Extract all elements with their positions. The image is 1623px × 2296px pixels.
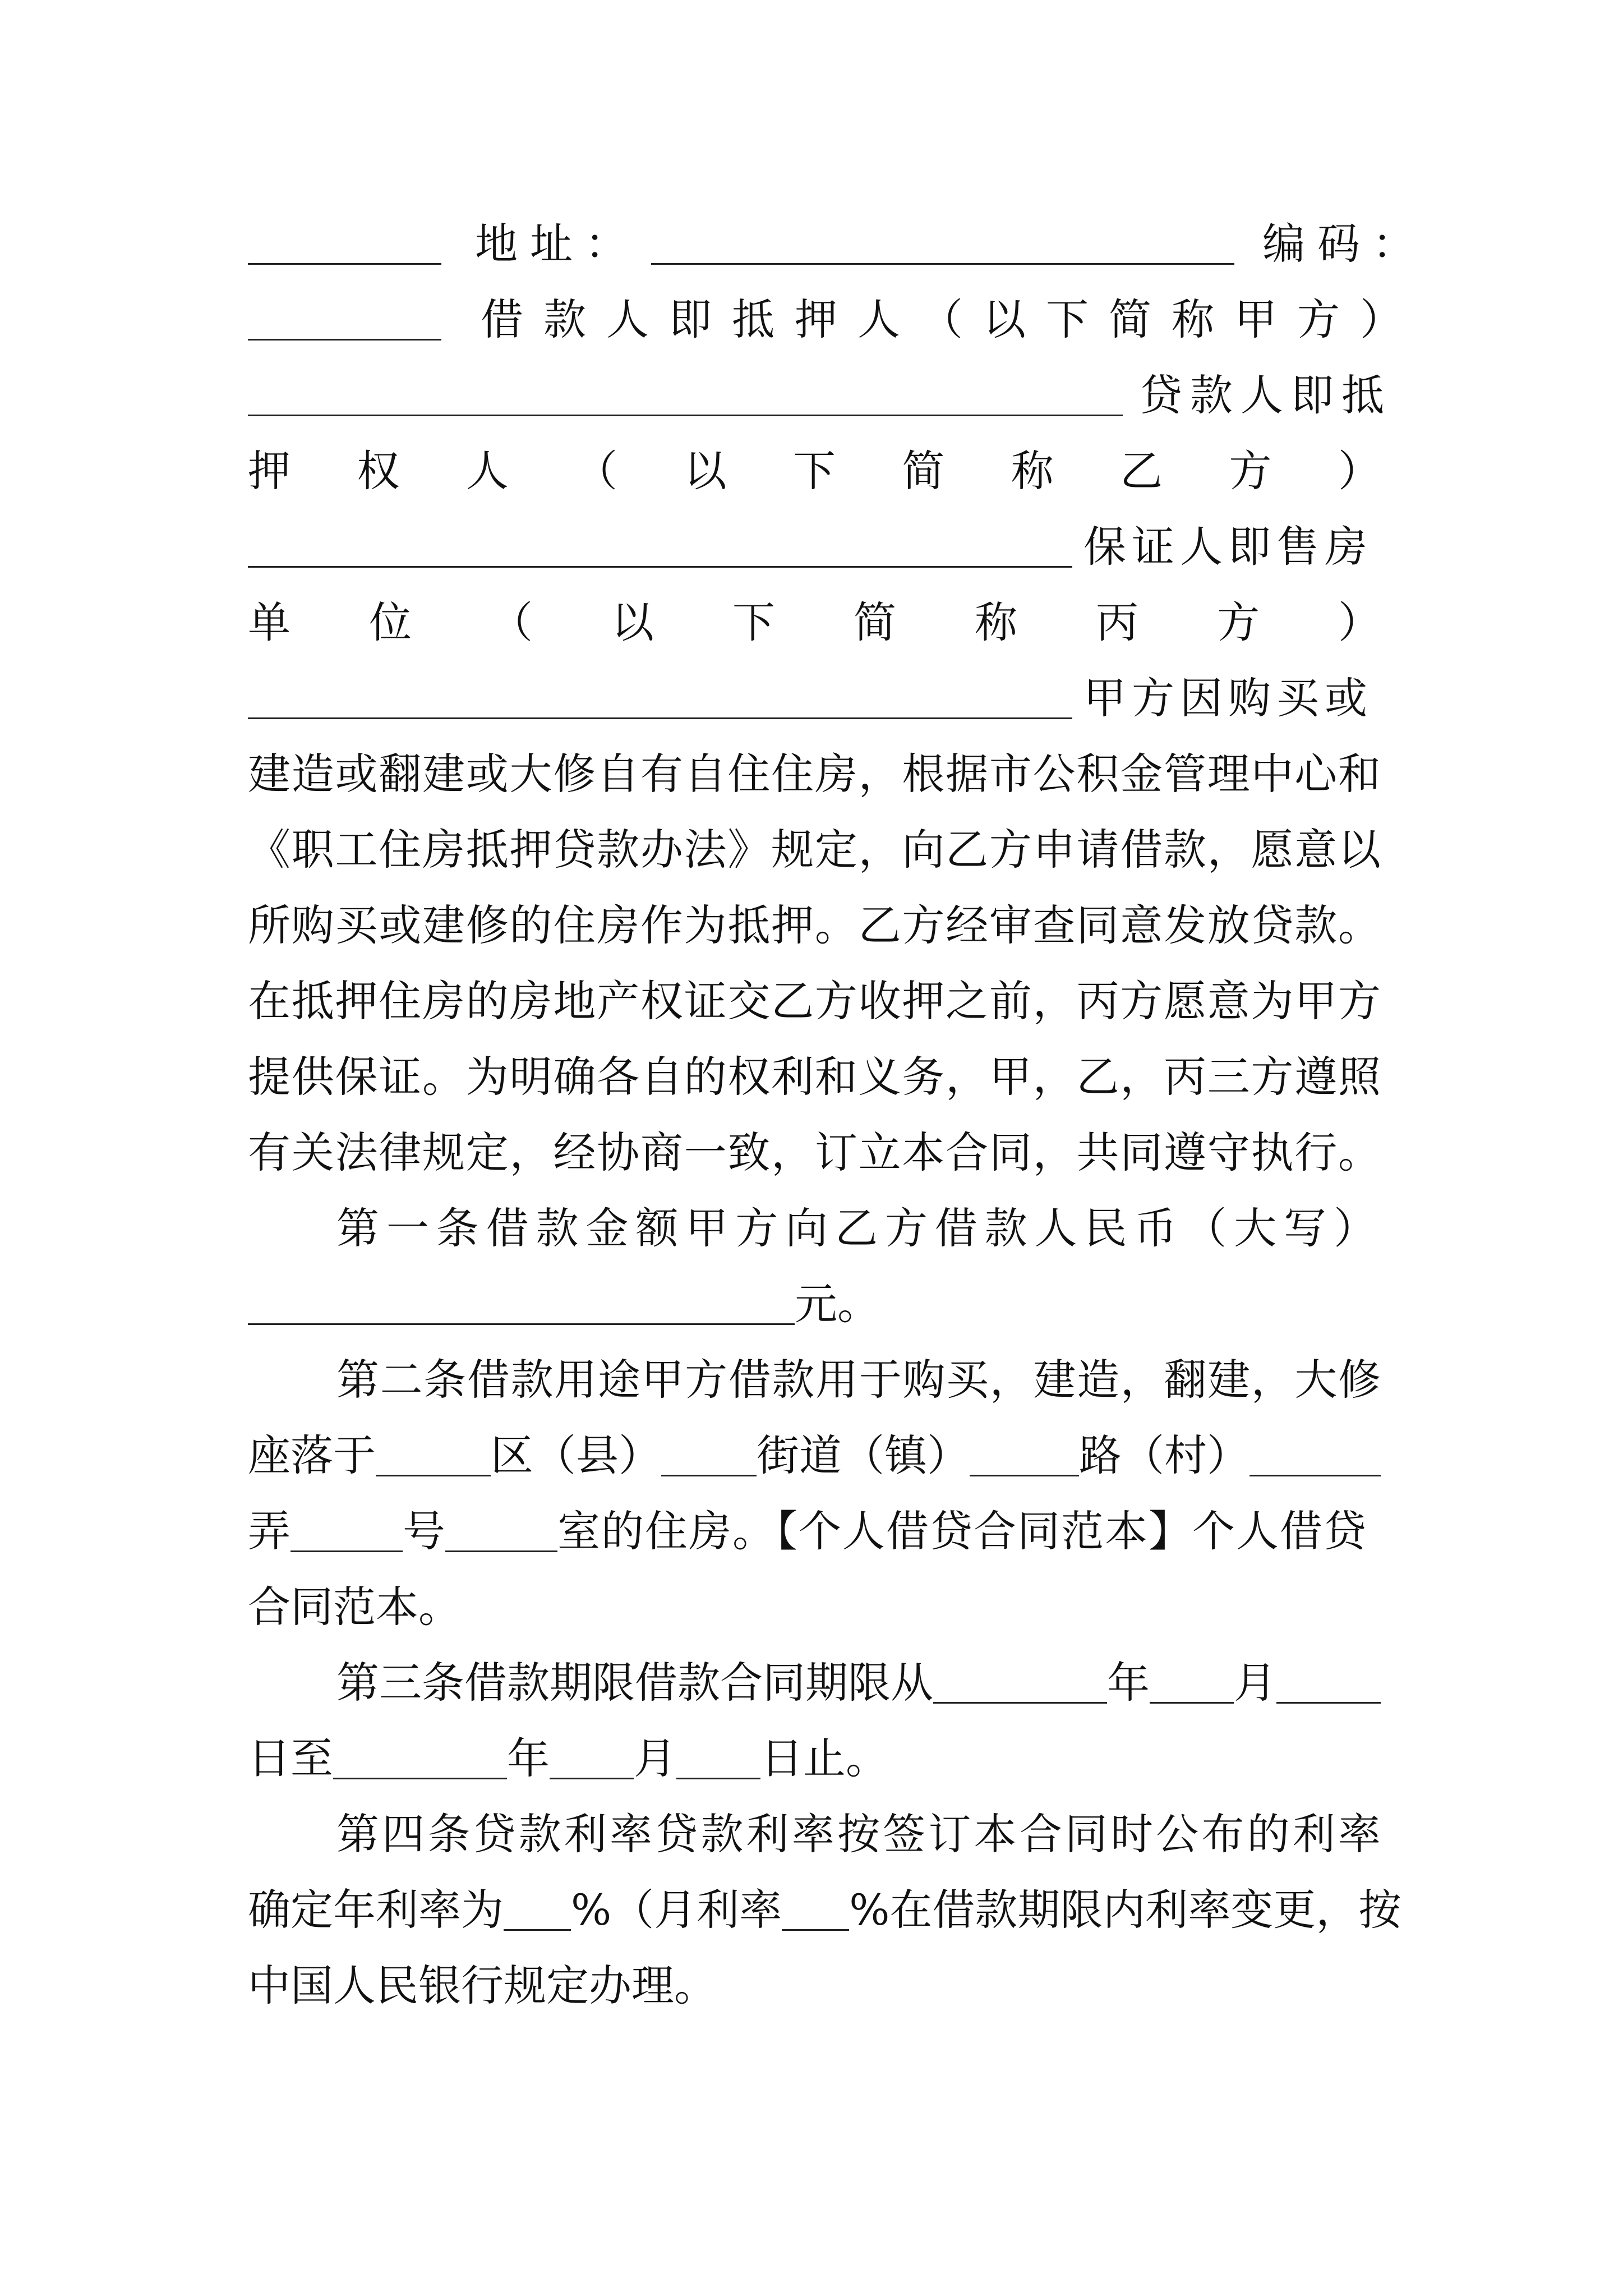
text-line: 中国人民银行规定办理。	[248, 1961, 717, 2010]
article-3-line	[248, 1652, 1381, 1714]
article-2-location	[248, 1425, 1381, 1487]
article-3-end-date	[248, 1728, 1381, 1789]
line-purpose-start	[248, 668, 1381, 729]
blank-field	[248, 300, 441, 341]
text-day-end: 日止。	[760, 1733, 888, 1783]
spread-char: （	[490, 597, 533, 647]
blank-field	[376, 1435, 491, 1476]
text-annual-rate: 确定年利率为	[248, 1885, 504, 1935]
line-borrower	[248, 289, 1423, 351]
text-located: 座落于	[248, 1430, 376, 1480]
spread-char: 押	[248, 446, 291, 496]
text-number: 号	[403, 1506, 445, 1556]
paragraph-line	[248, 970, 1381, 1032]
article-1-line	[248, 1198, 1381, 1259]
spread-char: （	[575, 446, 618, 496]
blank-field	[291, 1511, 403, 1552]
label-code: 编码：	[1262, 219, 1427, 269]
blank-field	[504, 1890, 571, 1931]
article-4-line	[248, 1803, 1381, 1865]
spread-char: ）	[1338, 597, 1381, 647]
line-guarantor	[248, 516, 1381, 578]
spread-char: 下	[792, 446, 836, 496]
spread-char: 乙	[1120, 446, 1163, 496]
text-article-4: 第四条贷款利率贷款利率按签订本合同时公布的利率	[336, 1809, 1381, 1859]
text-month: 月	[1234, 1658, 1276, 1708]
blank-field	[333, 1738, 507, 1779]
text-article-1: 第一条借款金额甲方向乙方借款人民币（大写）	[336, 1203, 1381, 1253]
text-line: 在抵押住房的房地产权证交乙方收押之前，丙方愿意为甲方	[248, 976, 1381, 1026]
spread-char: 丙	[1096, 597, 1138, 647]
blank-field	[248, 678, 1072, 719]
text-article-3: 第三条借款期限借款合同期限从	[336, 1658, 933, 1708]
text-article-2: 第二条借款用途甲方借款用于购买，建造，翻建，大修	[336, 1355, 1381, 1405]
blank-field	[248, 224, 441, 265]
text-road: 路（村）	[1079, 1430, 1249, 1480]
spread-char: 下	[732, 597, 775, 647]
text-line: 所购买或建修的住房作为抵押。乙方经审查同意发放贷款。	[248, 900, 1381, 950]
blank-field	[782, 1890, 849, 1931]
spread-char: 权	[357, 446, 400, 496]
spread-char: 方	[1229, 446, 1272, 496]
text-year: 年	[1107, 1658, 1150, 1708]
blank-field	[248, 527, 1072, 568]
text-line: 合同范本。	[248, 1582, 461, 1632]
spread-char: ）	[1338, 446, 1381, 496]
blank-field	[933, 1663, 1107, 1704]
text-room: 室的住房。【个人借贷合同范本】个人借贷	[557, 1506, 1367, 1556]
blank-field	[248, 1284, 795, 1325]
blank-field	[1150, 1663, 1234, 1704]
text-purpose-start: 甲方因购买或	[1083, 673, 1373, 723]
text-day-to: 日至	[248, 1733, 333, 1783]
line-lender	[248, 365, 1392, 426]
article-2-address-detail	[248, 1501, 1381, 1562]
article-4-end	[248, 1955, 1381, 2017]
text-district: 区（县）	[491, 1430, 661, 1480]
spread-text	[248, 440, 1381, 502]
text-line: 有关法律规定，经协商一致，订立本合同，共同遵守执行。	[248, 1128, 1381, 1177]
label-guarantor: 保证人即售房	[1083, 522, 1373, 572]
spread-char: 称	[1011, 446, 1054, 496]
label-address: 地址：	[475, 219, 640, 269]
spread-text	[248, 592, 1381, 654]
text-month: 月	[634, 1733, 676, 1783]
text-monthly-rate: %（月利率	[571, 1885, 782, 1935]
blank-field	[970, 1435, 1079, 1476]
spread-char: 以	[684, 446, 727, 496]
blank-field	[1249, 1435, 1381, 1476]
spread-char: 简	[854, 597, 896, 647]
blank-field	[550, 1738, 634, 1779]
blank-field	[676, 1738, 760, 1779]
spread-char: 方	[1217, 597, 1260, 647]
paragraph-line	[248, 743, 1381, 805]
article-1-amount	[248, 1273, 1381, 1335]
text-rate-change: %在借款期限内利率变更，按	[849, 1885, 1401, 1935]
blank-field	[1276, 1663, 1381, 1704]
text-year: 年	[507, 1733, 550, 1783]
spread-char: 以	[611, 597, 654, 647]
text-line: 建造或翻建或大修自有自住住房，根据市公积金管理中心和	[248, 749, 1381, 799]
label-borrower: 借款人即抵押人（以下简称甲方）	[481, 295, 1423, 344]
text-yuan: 元。	[795, 1279, 880, 1329]
article-4-rate	[248, 1879, 1401, 1941]
spread-char: 人	[465, 446, 509, 496]
blank-field	[651, 224, 1234, 265]
label-lender: 贷款人即抵	[1140, 370, 1392, 420]
text-line: 《职工住房抵押贷款办法》规定，向乙方申请借款，愿意以	[248, 825, 1381, 875]
article-2-line	[248, 1349, 1381, 1411]
article-2-end	[248, 1576, 1381, 1638]
blank-field	[661, 1435, 757, 1476]
spread-char: 简	[902, 446, 945, 496]
text-lane: 弄	[248, 1506, 291, 1556]
spread-char: 位	[369, 597, 412, 647]
blank-field	[248, 375, 1123, 416]
paragraph-line	[248, 1046, 1381, 1108]
line-address	[248, 213, 1427, 275]
paragraph-line	[248, 895, 1381, 956]
blank-field	[445, 1511, 557, 1552]
line-lender-abbrev	[248, 440, 1381, 502]
spread-char: 称	[975, 597, 1017, 647]
spread-char: 单	[248, 597, 291, 647]
paragraph-line	[248, 819, 1381, 881]
text-street: 街道（镇）	[757, 1430, 970, 1480]
line-guarantor-abbrev	[248, 592, 1381, 654]
paragraph-line	[248, 1122, 1381, 1184]
text-line: 提供保证。为明确各自的权利和义务，甲，乙，丙三方遵照	[248, 1052, 1381, 1102]
